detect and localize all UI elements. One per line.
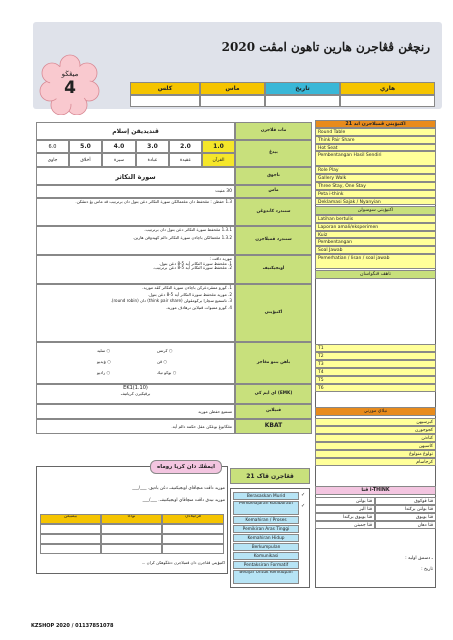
nilai-item[interactable]: كرجاسام bbox=[315, 458, 436, 466]
pak21-item[interactable]: Peta i-think bbox=[315, 190, 436, 198]
bidang-name: جاوي bbox=[36, 153, 69, 167]
bidang-code: 4.0 bbox=[102, 140, 136, 153]
kbat-label: KBAT bbox=[235, 419, 312, 434]
activity-item: 3. تاسميع سچارا بركومڤولن (think pair share) دان (round robin). bbox=[110, 298, 232, 304]
reflection-cell[interactable] bbox=[101, 534, 162, 544]
pak21-small-item: Pembelajaran Kolaboratif bbox=[233, 501, 299, 515]
bbm-options bbox=[36, 342, 235, 384]
bbm-option[interactable]: ○ ڤن bbox=[157, 359, 167, 364]
pak21-small-title: ڤڠاجرن ڤاک 21 bbox=[230, 468, 310, 484]
bbm-option-label: كرتس bbox=[157, 348, 168, 353]
bidang-code: 6.0 bbox=[36, 140, 69, 153]
footer-credit: KZSHOP 2020 / 01137851078 bbox=[31, 623, 114, 629]
objective-label: اوبجيكتيف bbox=[235, 255, 312, 284]
emk-label: اي ايم كي (EMK) bbox=[235, 384, 312, 404]
pak21-item[interactable]: Round Table bbox=[315, 128, 436, 136]
tp-title: تاهڤ ڤنڬواسان bbox=[315, 270, 436, 279]
pak21-small-item: Kemahiran Hidup bbox=[233, 534, 299, 542]
activity-item: 2. موريد مڠحفظ سورة التكاثر أية 5-8 دڠن بتول. bbox=[147, 291, 232, 297]
pak21-small-item: Pemikiran Aras Tinggi bbox=[233, 525, 299, 533]
reflection-cell[interactable] bbox=[40, 534, 101, 544]
reflection-footer: اكتيۏيتي ڤڠاجرن دان ڤمبلاجرن دتڠڬوهكن كران ... bbox=[141, 560, 225, 565]
tp-item[interactable]: T5 bbox=[315, 376, 436, 384]
objective-box bbox=[36, 255, 235, 284]
pak21-small-item: Belajar Untuk Kehidupan bbox=[233, 570, 299, 584]
catatan-title: ـ دسمق اوليه : bbox=[405, 556, 433, 561]
topic-value: سورة التكاثر bbox=[36, 167, 235, 185]
pak21-item[interactable]: Role Play bbox=[315, 166, 436, 174]
bbm-option[interactable]: ○ راديو bbox=[97, 370, 111, 375]
sp-item: 1.3.2 مڠعمالكن باچاءن سورة التكاثر دالم كهيدوڤن هارين. bbox=[132, 234, 232, 240]
catatan-date: تاريخ : bbox=[421, 567, 433, 572]
bidang-label: بيدڠ bbox=[235, 140, 312, 167]
emk-box bbox=[36, 384, 235, 404]
pak21-small-list bbox=[230, 488, 310, 588]
susulan-item[interactable]: Laporan amali/eksperimen bbox=[315, 223, 436, 231]
day-value-field[interactable] bbox=[340, 95, 435, 107]
header-col-date: تاريخ bbox=[265, 82, 340, 95]
activity-item: 1. ڬورو ممڤردڠركن باچاءن سورة التكاثر كڤد موريد. bbox=[142, 285, 232, 290]
reflection-header: نواكا bbox=[101, 514, 162, 524]
bbm-label: باهن بنتو مڠاجر bbox=[235, 342, 312, 384]
ithink-item[interactable]: ڤتا ڤوكوق bbox=[375, 497, 436, 505]
checkmark-icon: ✓ bbox=[301, 492, 306, 498]
ithink-item[interactable]: ڤتا بوبوق برڬندا bbox=[315, 513, 375, 521]
reflection-title: ايمڤك دان كريا روماه bbox=[150, 460, 222, 474]
objective-item: 2. مڠحفظ سورة التكاثر أية 5-8 دڠن برترتيب. bbox=[152, 265, 232, 271]
bidang-name: عقيدة bbox=[169, 153, 202, 167]
reflection-cell[interactable] bbox=[162, 534, 224, 544]
activity-box bbox=[36, 284, 235, 342]
header-col-time: ماس bbox=[200, 82, 265, 95]
reflection-cell[interactable] bbox=[40, 524, 101, 534]
bidang-code: 3.0 bbox=[136, 140, 169, 153]
reflection-cell[interactable] bbox=[162, 544, 224, 554]
penilaian-label: ڤنيلاين bbox=[235, 404, 312, 419]
nilai-item[interactable]: كبرسيهن bbox=[315, 418, 436, 426]
ithink-item[interactable]: ڤتا جمبتن bbox=[315, 521, 375, 529]
reflection-header: بيمبيڠن bbox=[40, 514, 101, 524]
pak21-small-item: Kemahiran / Proses bbox=[233, 516, 299, 524]
bidang-grid bbox=[36, 140, 235, 167]
subject-label: مات ڤلاجرن bbox=[235, 122, 312, 140]
reflection-cell[interactable] bbox=[101, 544, 162, 554]
tp-item[interactable]: T1 bbox=[315, 344, 436, 352]
bidang-name: عبادة bbox=[136, 153, 169, 167]
bbm-option-label: سليد bbox=[97, 348, 106, 353]
class-value-field[interactable] bbox=[130, 95, 200, 107]
susulan-item[interactable]: Pemerhatian / lisan / soal jawab bbox=[315, 254, 436, 269]
bbm-option[interactable]: ○ كرتس bbox=[157, 348, 173, 353]
bbm-option[interactable]: ○ بوكو تيك bbox=[157, 370, 177, 375]
bbm-option-label: ۏيديو bbox=[97, 359, 106, 364]
header-col-day: هاري bbox=[340, 82, 435, 95]
time-value: 30 منيت bbox=[36, 185, 235, 198]
time-value-field[interactable] bbox=[200, 95, 265, 107]
nilai-item[interactable]: كتاءتن bbox=[315, 434, 436, 442]
activity-label: اكتيۏيتي bbox=[235, 284, 312, 342]
time-label: ماس bbox=[235, 185, 312, 198]
objective-item: 1. مڠحفظ سورة التكاثر أية 5-8 دڠن بتول. bbox=[158, 260, 232, 266]
pak21-item[interactable]: Think Pair Share bbox=[315, 136, 436, 144]
nilai-item[interactable]: كجوجورن bbox=[315, 426, 436, 434]
bidang-code: 1.0 bbox=[202, 140, 235, 153]
sp-item: 1.3.1 مڠحفظ سورة التكاثر دڠن بتول دان برترتيب. bbox=[144, 227, 232, 232]
pak21-small-item: Berkumpulan bbox=[233, 543, 299, 551]
ithink-item[interactable]: ڤتا بولتن برڬندا bbox=[375, 505, 436, 513]
reflection-line: موريد داڤت منچاڤاي اوبجيكتيف دڠن باءيق. ___/___ bbox=[132, 486, 225, 491]
emk-code: EK1(1.10) bbox=[123, 385, 148, 391]
bbm-option[interactable]: ○ سليد bbox=[97, 348, 111, 353]
susulan-title: اكتيۏيتي سوسولن bbox=[315, 206, 436, 215]
bbm-option-label: راديو bbox=[97, 370, 106, 375]
bidang-name: أخلاق bbox=[69, 153, 102, 167]
pak21-item[interactable]: Hot Seat bbox=[315, 144, 436, 152]
susulan-item[interactable]: Kuiz bbox=[315, 231, 436, 239]
bidang-code: 2.0 bbox=[169, 140, 202, 153]
header-col-class: كلس bbox=[130, 82, 200, 95]
pak21-item[interactable]: Gallery Walk bbox=[315, 174, 436, 182]
sk-value: 1.3 حفظن : مڠحفظ دان مڠعمالكن سورة التكاثر دڠن بتول دان برترتيب ڤد ماس يڠ دتتڤكن. bbox=[36, 198, 235, 226]
pak21-item[interactable]: Deklamasi Sajak / Nyanyian bbox=[315, 198, 436, 206]
tp-item[interactable]: T4 bbox=[315, 368, 436, 376]
reflection-line: موريد تيدق داڤت منچاڤاي اوبجيكتيف. ___/___ bbox=[142, 498, 225, 503]
ithink-item[interactable]: ڤتا بوبوق bbox=[375, 513, 436, 521]
bidang-name: القرآن bbox=[202, 153, 235, 167]
nilai-item[interactable]: تولوڠ منولوڠ bbox=[315, 450, 436, 458]
week-number: 4 bbox=[64, 78, 76, 98]
subject-value: ڤنديديقن إسلام bbox=[36, 122, 235, 140]
pak21-title: اكتيۏيتي ڤمبلاجرن ابد 21 bbox=[315, 120, 436, 128]
susulan-item[interactable]: Latihan bertulis bbox=[315, 215, 436, 223]
ithink-title: ڤتا i-THINK bbox=[315, 486, 436, 495]
topic-label: تاجوق bbox=[235, 167, 312, 185]
reflection-line-text: موريد داڤت منچاڤاي اوبجيكتيف دڠن باءيق. bbox=[147, 486, 225, 491]
checkmark-icon: ✓ bbox=[301, 503, 306, 509]
penilaian-value: تسميع حفظن موريد bbox=[36, 404, 235, 419]
sp-box bbox=[36, 226, 235, 255]
reflection-cell[interactable] bbox=[40, 544, 101, 554]
bbm-option-label: ڤن bbox=[157, 359, 163, 364]
pak21-small-item: Pentaksiran Formatif bbox=[233, 561, 299, 569]
bbm-option[interactable]: ○ ۏيديو bbox=[97, 359, 111, 364]
reflection-line-text: موريد تيدق داڤت منچاڤاي اوبجيكتيف. bbox=[158, 498, 225, 503]
tp-item[interactable]: T3 bbox=[315, 360, 436, 368]
ithink-item[interactable]: ڤتا دهان bbox=[375, 521, 436, 529]
nilai-title: نيلاي مورني bbox=[315, 407, 436, 416]
activity-item: 4. ڬورو ممبوات ڤنيلاين ترهادڤ موريد. bbox=[165, 305, 232, 311]
page-title: رنچڠن ڤڠاجرن هارين تاهون امڤت 2020 bbox=[221, 40, 430, 54]
objective-intro: موريد داڤت : bbox=[209, 256, 232, 261]
date-value-field[interactable] bbox=[265, 95, 340, 107]
tp-list bbox=[315, 344, 436, 392]
susulan-item[interactable]: Pembentangan bbox=[315, 238, 436, 246]
reflection-cell[interactable] bbox=[101, 524, 162, 534]
reflection-cell[interactable] bbox=[162, 524, 224, 534]
sk-label: ستندرد كاندوڠن bbox=[235, 198, 312, 226]
pak21-small-item: Komunikasi bbox=[233, 552, 299, 560]
bbm-option-label: بوكو تيك bbox=[157, 370, 172, 375]
catatan-box bbox=[318, 556, 433, 584]
pak21-list bbox=[315, 128, 436, 205]
tp-item[interactable]: T2 bbox=[315, 352, 436, 360]
reflection-table bbox=[40, 514, 224, 554]
bidang-code: 5.0 bbox=[69, 140, 102, 153]
pak21-item[interactable]: Pembentangan Hasil Sendiri bbox=[315, 151, 436, 166]
ithink-item[interactable]: ڤتا الير bbox=[315, 505, 375, 513]
bidang-name: سيرة bbox=[102, 153, 136, 167]
nilai-item[interactable]: كاسيهن bbox=[315, 442, 436, 450]
pak21-item[interactable]: Three Stay, One Stay bbox=[315, 182, 436, 190]
week-label: ميڠڬو bbox=[61, 70, 79, 78]
tp-item[interactable]: T6 bbox=[315, 384, 436, 392]
susulan-list bbox=[315, 215, 436, 269]
emk-desc: برڤيکيرن كرياتيف bbox=[120, 390, 151, 396]
sp-label: ستندرد ڤمبلاجرن bbox=[235, 226, 312, 255]
susulan-item[interactable]: Soal Jawab bbox=[315, 246, 436, 254]
nilai-list bbox=[315, 418, 436, 466]
ithink-item[interactable]: ڤتا بولتن bbox=[315, 497, 375, 505]
kbat-value: مڠڬابوڠ بوڠكن عقل حكمة دالم أية. bbox=[36, 419, 235, 434]
reflection-header: ڤرابيلاءن bbox=[162, 514, 224, 524]
pak21-small-item: Berasaskan Murid bbox=[233, 492, 299, 500]
